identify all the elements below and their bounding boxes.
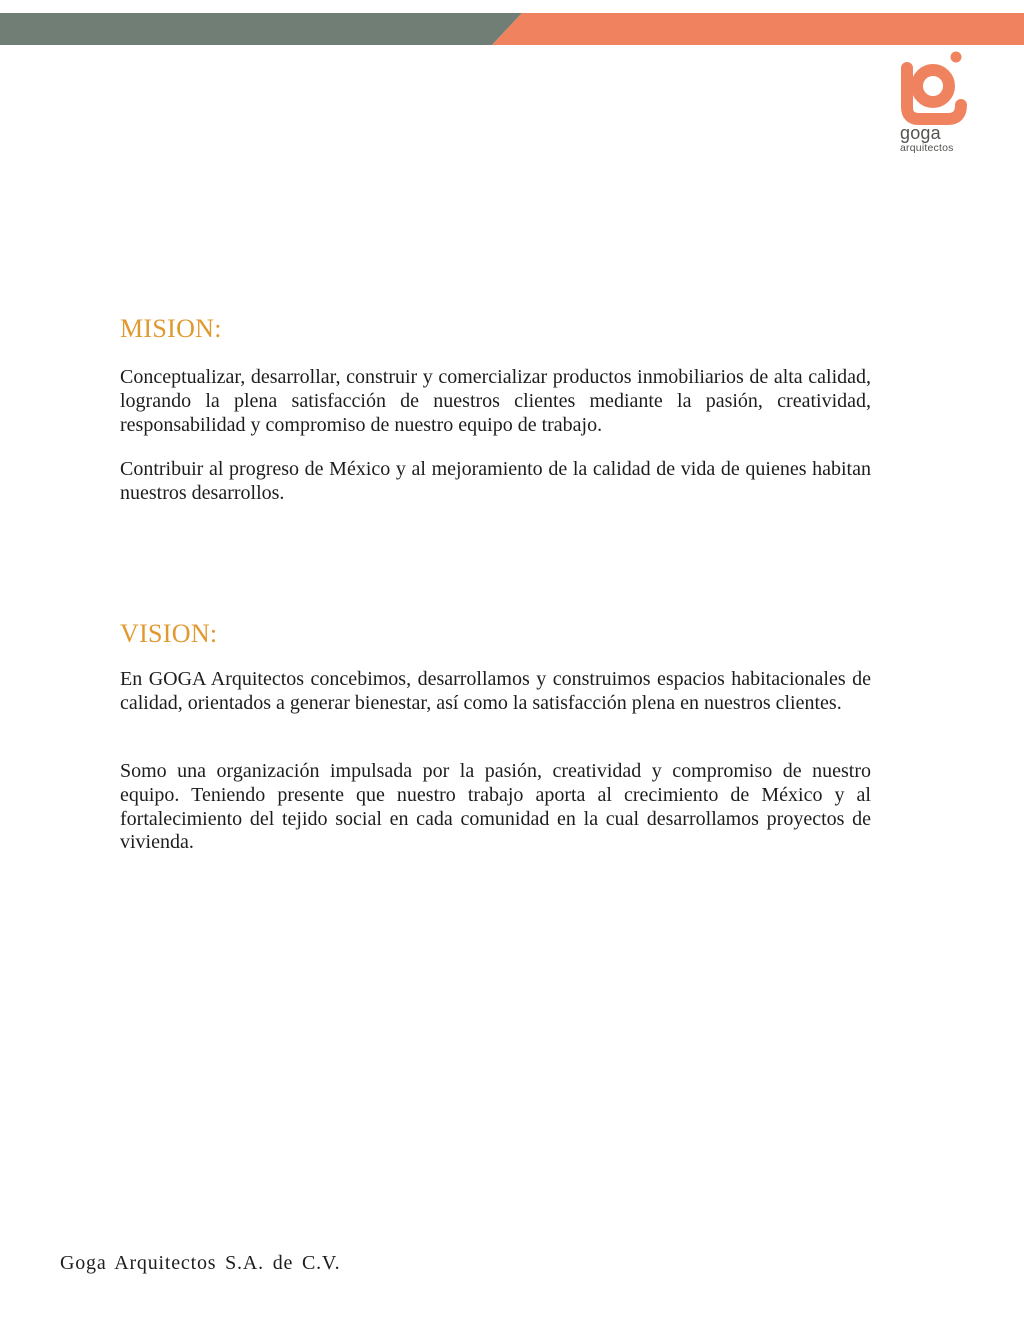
brand-logo	[898, 50, 982, 158]
vision-heading: VISION:	[120, 619, 218, 648]
logo-g-ring	[917, 70, 949, 102]
band-right-segment	[492, 13, 1024, 45]
header-band	[0, 13, 1024, 45]
logo-dot	[951, 52, 962, 63]
logo-subtitle: arquitectos	[900, 142, 954, 154]
mision-paragraph-2: Contribuir al progreso de México y al mejoramiento de la calidad de vida de quienes habitan nuestros desarrollos.	[120, 458, 871, 504]
header-band-graphic	[0, 13, 1024, 45]
mision-paragraph-1: Conceptualizar, desarrollar, construir y comercializar productos inmobiliarios de alta calidad, logrando la plena satisfacción de nuestros clientes mediante la pasión, creatividad, responsabilidad y compromiso de nuestro equipo de trabajo.	[120, 366, 871, 436]
vision-paragraph-1: En GOGA Arquitectos concebimos, desarrollamos y construimos espacios habitacionales de calidad, orientados a generar bienestar, así como la satisfacción plena en nuestros clientes.	[120, 668, 871, 714]
vision-paragraph-2: Somo una organización impulsada por la pasión, creatividad y compromiso de nuestro equipo. Teniendo presente que nuestro trabajo aporta al crecimiento de México y al fortalecimiento del tejido social en cada comunidad en la cual desarrollamos proyectos de vivienda.	[120, 760, 871, 854]
logo-wordmark: goga	[900, 123, 941, 143]
band-left-segment	[0, 13, 522, 45]
mision-heading: MISION:	[120, 314, 222, 343]
goga-logo-icon	[898, 50, 968, 126]
footer-company-name: Goga Arquitectos S.A. de C.V.	[60, 1252, 341, 1274]
